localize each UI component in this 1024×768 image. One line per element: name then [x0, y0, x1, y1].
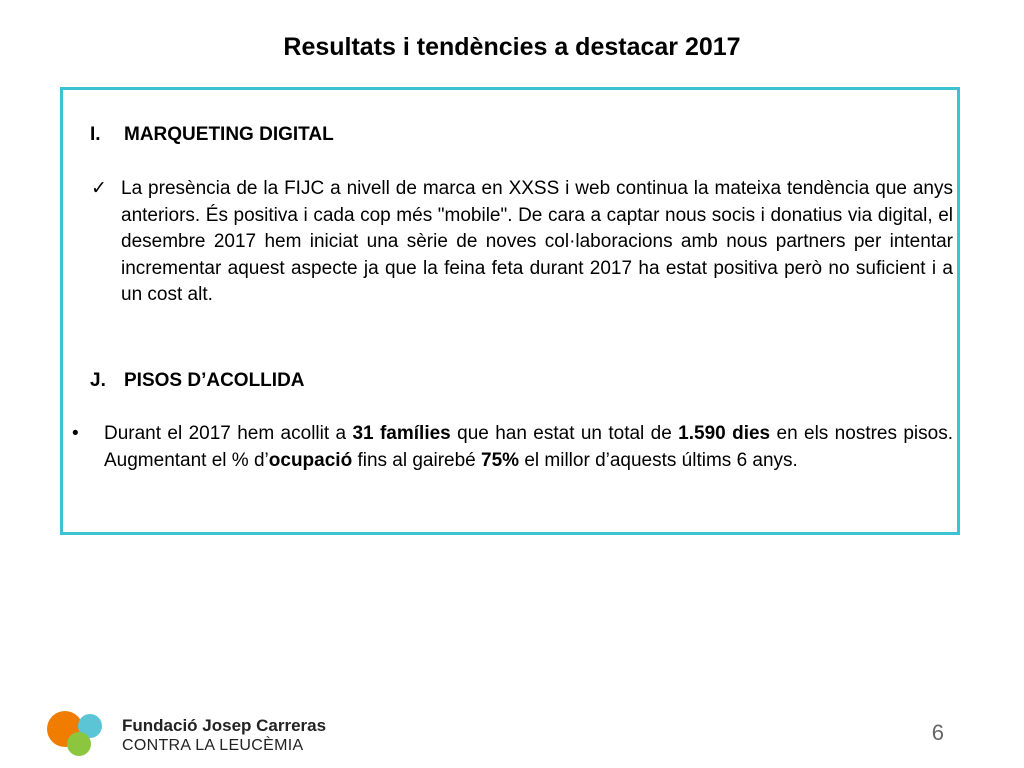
section-heading-text: MARQUETING DIGITAL	[124, 124, 334, 145]
page-number: 6	[931, 720, 944, 745]
section-heading-marqueting	[90, 124, 334, 146]
text-run: el millor d’aquests últims 6 anys.	[519, 449, 798, 471]
families-count: 31 famílies	[352, 423, 451, 444]
text-run: en els nostres pisos. Augmentant el % d’	[104, 423, 954, 471]
section-marker-i: I.	[90, 124, 101, 145]
check-mark-icon: ✓	[91, 178, 107, 199]
days-count: 1.590 dies	[678, 423, 771, 444]
section-heading-text: PISOS D’ACOLLIDA	[124, 370, 305, 391]
fundacio-logo-icon	[46, 709, 108, 757]
logo-green-circle	[67, 732, 91, 756]
text-run: fins al gairebé	[352, 449, 482, 471]
bullet-icon: •	[72, 423, 79, 444]
logo-subtitle: CONTRA LA LEUCÈMIA	[122, 737, 304, 754]
marqueting-paragraph: La presència de la FIJC a nivell de marca en XXSS i web continua la mateixa tendència que anys anteriors. És positiva i cada cop més "mobile". De cara a captar nous socis i donatius via digital, el desembre 2017 hem iniciat una sèrie de noves col·laboracions amb nous partners per intentar incrementar aquest aspecte ja que la feina feta durant 2017 ha estat positiva però no suficient i a un cost alt.	[121, 178, 953, 305]
slide-title: Resultats i tendències a destacar 2017	[283, 33, 741, 61]
occupation-label: ocupació	[268, 449, 353, 471]
occupation-percent: 75%	[481, 449, 520, 471]
section-marker-j: J.	[90, 370, 106, 391]
text-run: que han estat un total de	[450, 423, 679, 444]
text-run: Durant el 2017 hem acollit a	[104, 423, 353, 444]
section-heading-pisos	[90, 370, 305, 392]
pisos-paragraph	[104, 421, 953, 474]
logo-name: Fundació Josep Carreras	[122, 716, 327, 735]
